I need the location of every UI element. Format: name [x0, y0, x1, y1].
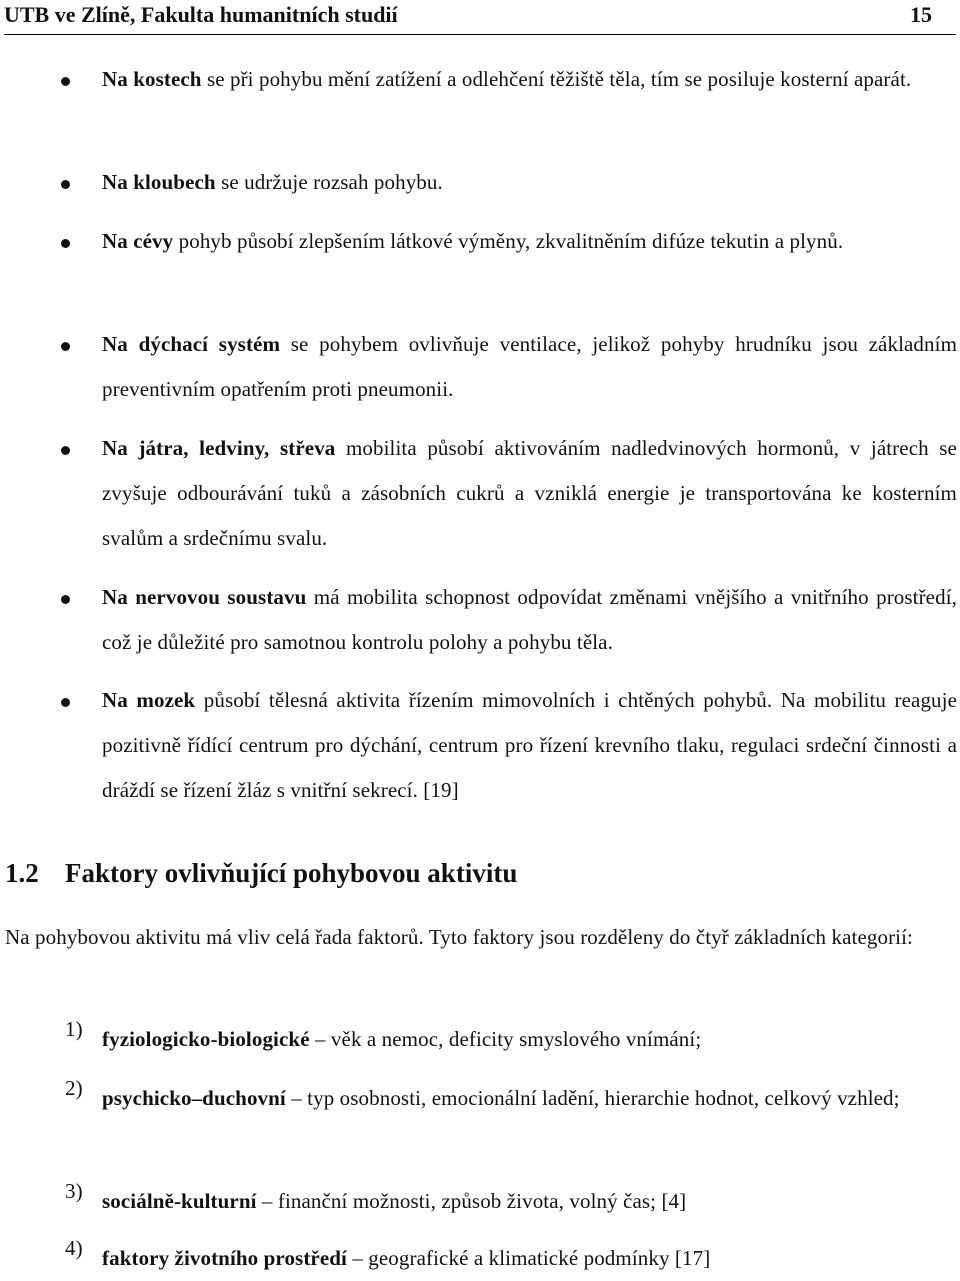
section-number: 1.2 — [5, 858, 39, 888]
bullet-text: Na nervovou soustavu má mobilita schopnost odpovídat změnami vnějšího a vnitřního prostředí, což je důležité pro samotnou kontrolu polohy a pohybu těla. — [102, 585, 957, 654]
bullet-text: Na játra, ledviny, střeva mobilita působí aktivováním nadledvinových hormonů, v játrech se zvyšuje odbourávání tuků a zásobních cukrů a vzniklá energie je transportována ke kosterním svalům a srdečnímu svalu. — [102, 436, 957, 550]
list-number: 4) — [65, 1236, 83, 1260]
bullet-text: Na kloubech se udržuje rozsah pohybu. — [102, 170, 443, 194]
header-title: UTB ve Zlíně, Fakulta humanitních studií — [4, 2, 398, 27]
list-text: sociálně-kulturní – finanční možnosti, způsob života, volný čas; [4] — [102, 1189, 687, 1213]
section-heading — [5, 858, 517, 889]
section-title: Faktory ovlivňující pohybovou aktivitu — [65, 858, 518, 888]
bullet-icon — [61, 595, 70, 604]
list-text: faktory životního prostředí – geografické a klimatické podmínky [17] — [102, 1246, 711, 1270]
bullet-icon — [61, 180, 70, 189]
list-text: psychicko–duchovní – typ osobnosti, emocionální ladění, hierarchie hodnot, celkový vzhled; — [102, 1086, 900, 1110]
intro-paragraph: Na pohybovou aktivitu má vliv celá řada faktorů. Tyto faktory jsou rozděleny do čtyř základních kategorií: — [5, 925, 913, 949]
bullet-text: Na dýchací systém se pohybem ovlivňuje ventilace, jelikož pohyby hrudníku jsou základním preventivním opatřením proti pneumonii. — [102, 332, 957, 401]
page-number: 15 — [910, 2, 932, 27]
list-number: 3) — [65, 1179, 83, 1203]
list-number: 2) — [65, 1076, 83, 1100]
page-header — [4, 0, 956, 35]
bullet-icon — [61, 342, 70, 351]
bullet-icon — [61, 446, 70, 455]
bullet-text: Na kostech se při pohybu mění zatížení a odlehčení těžiště těla, tím se posiluje kosterní aparát. — [102, 67, 912, 91]
bullet-icon — [61, 77, 70, 86]
bullet-icon — [61, 239, 70, 248]
list-number: 1) — [65, 1017, 83, 1041]
bullet-text: Na mozek působí tělesná aktivita řízením mimovolních i chtěných pohybů. Na mobilitu reaguje pozitivně řídící centrum pro dýchání, centrum pro řízení krevního tlaku, regulaci srdeční činnosti a dráždí se řízení žláz s vnitřní sekrecí. [19] — [102, 688, 957, 802]
list-text: fyziologicko-biologické – věk a nemoc, deficity smyslového vnímání; — [102, 1027, 702, 1051]
bullet-icon — [61, 698, 70, 707]
bullet-text: Na cévy pohyb působí zlepšením látkové výměny, zkvalitněním difúze tekutin a plynů. — [102, 229, 844, 253]
